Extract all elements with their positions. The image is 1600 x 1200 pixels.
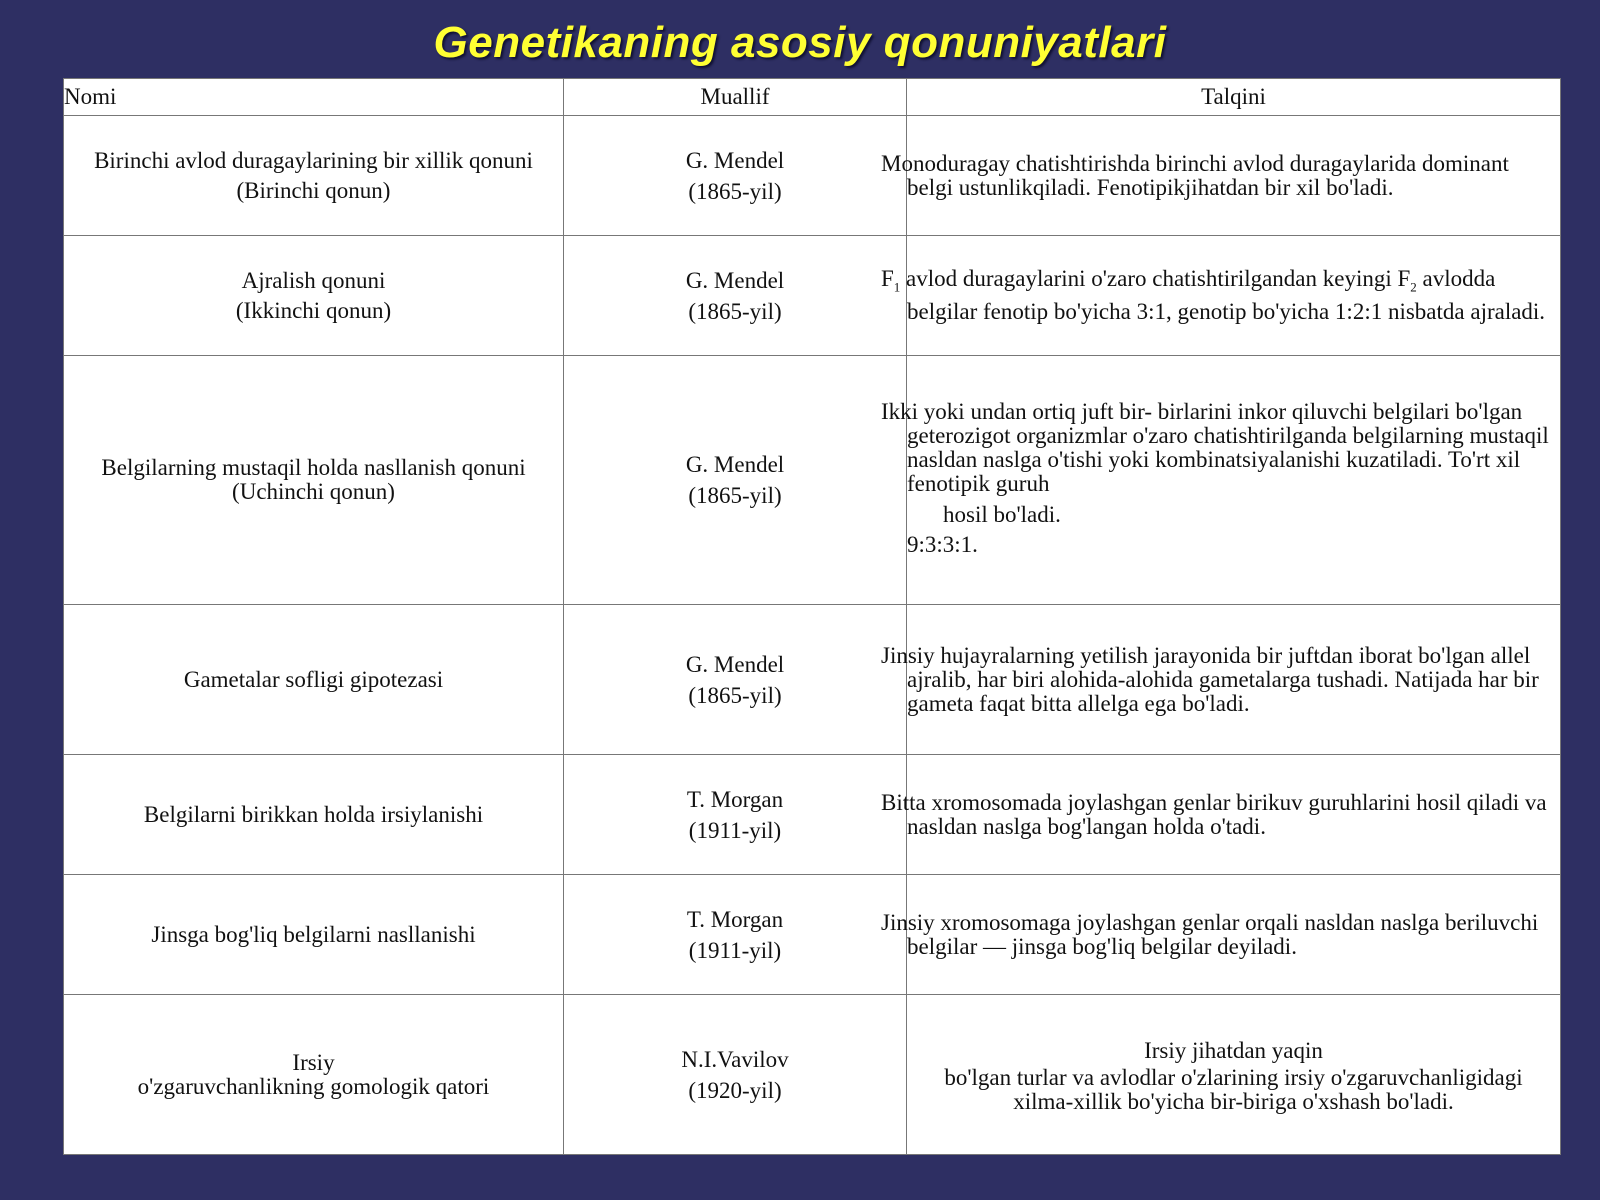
author-name: G. Mendel [685, 651, 785, 677]
table-row [64, 356, 1561, 605]
table-row [64, 116, 1561, 236]
interpretation-middle: avlod duragaylarini o'zaro chatishtirilgandan keyingi F [900, 266, 1411, 292]
interpretation-heading: Irsiy jihatdan yaqin [1144, 1037, 1323, 1063]
law-name-cell [64, 116, 564, 236]
author-name: G. Mendel [685, 147, 785, 173]
slide-title: Genetikaning asosiy qonuniyatlari [433, 18, 1167, 67]
interpretation-cell [881, 875, 1561, 995]
phenotype-ratio: 9:3:3:1. [907, 532, 978, 557]
interpretation-cell [881, 605, 1561, 755]
law-name-cell [64, 356, 564, 605]
law-name: Belgilarning mustaqil holda nasllanish qonuni [101, 455, 526, 480]
author-name: G. Mendel [685, 452, 785, 477]
interpretation-text: Bitta xromosomada joylashgan genlar birikuv guruhlarini hosil qiladi va nasldan naslga bog'langan holda o'tadi. [881, 789, 1547, 839]
f1-subscript: 1 [893, 279, 901, 295]
interpretation-cell [881, 116, 1561, 236]
table-row [64, 605, 1561, 755]
law-name: Belgilarni birikkan holda irsiylanishi [143, 801, 484, 827]
law-name-cell [64, 755, 564, 875]
interpretation-text: Jinsiy hujayralarning yetilish jarayonida bir juftdan iborat bo'lgan allel ajralib, har biri alohida-alohida gametalarga tushadi. Natijada har bir gameta faqat bitta allelga ega bo'ladi. [881, 642, 1539, 716]
f-letter: F [881, 266, 894, 292]
interpretation-continuation: hosil bo'ladi. [943, 502, 1061, 527]
author-cell [564, 755, 907, 875]
law-name: Ajralish qonuni [241, 267, 386, 293]
author-cell [564, 116, 907, 236]
header-interpretation: Talqini [907, 79, 1561, 116]
law-subtitle: (Ikkinchi qonun) [235, 297, 392, 323]
author-year: (1911-yil) [688, 817, 782, 843]
genetics-laws-table [63, 78, 1561, 1155]
table-row [64, 875, 1561, 995]
interpretation-cell [881, 236, 1561, 356]
author-cell [564, 875, 907, 995]
law-name: Birinchi avlod duragaylarining bir xillik qonuni [94, 147, 533, 173]
law-name: Jinsga bog'liq belgilarni nasllanishi [151, 921, 476, 947]
interpretation-end: avlodda belgilar fenotip bo'yicha 3:1, genotip bo'yicha 1:2:1 nisbatda ajraladi. [907, 266, 1546, 324]
interpretation-text: Monoduragay chatishtirishda birinchi avlod duragaylarida dominant belgi ustunlikqiladi. Fenotipikjihatdan bir xil bo'ladi. [881, 150, 1509, 200]
author-year: (1911-yil) [688, 937, 782, 963]
author-year: (1865-yil) [688, 178, 782, 204]
author-year: (1865-yil) [688, 298, 782, 324]
interpretation-cell [907, 995, 1561, 1155]
author-cell [564, 356, 907, 605]
table-row [64, 755, 1561, 875]
table-row [64, 995, 1561, 1155]
author-year: (1920-yil) [688, 1077, 782, 1103]
table-row [64, 236, 1561, 356]
header-author: Muallif [564, 79, 907, 116]
law-name-cell [64, 995, 564, 1155]
interpretation-cell [881, 356, 1561, 605]
law-subtitle: (Birinchi qonun) [236, 177, 391, 203]
author-cell [564, 236, 907, 356]
author-name: G. Mendel [685, 267, 785, 293]
table-header-row [64, 79, 1561, 116]
law-name-cell [64, 605, 564, 755]
author-cell [564, 605, 907, 755]
law-subtitle: (Uchinchi qonun) [232, 479, 395, 504]
law-name: Gametalar sofligi gipotezasi [183, 666, 444, 692]
law-name: Irsiy [292, 1049, 335, 1075]
interpretation-text: bo'lgan turlar va avlodlar o'zlarining irsiy o'zgaruvchanligidagi xilma-xillik bo'yicha bir-biriga o'xshash bo'ladi. [944, 1064, 1523, 1114]
f2-subscript: 2 [1410, 279, 1417, 295]
interpretation-cell [881, 755, 1561, 875]
law-name-cell [64, 875, 564, 995]
author-year: (1865-yil) [688, 483, 782, 508]
interpretation-text: Ikki yoki undan ortiq juft bir- birlarini inkor qiluvchi belgilari bo'lgan geterozigot organizmlar o'zaro chatishtirilganda belgilarning mustaqil nasldan naslga o'tishi yoki kombinatsiyalanishi kuzatiladi. To'rt xil fenotipik guruh [881, 399, 1549, 496]
author-cell [564, 995, 907, 1155]
header-name: Nomi [64, 79, 564, 116]
author-name: T. Morgan [686, 786, 784, 812]
interpretation-text: Jinsiy xromosomaga joylashgan genlar orqali nasldan naslga beriluvchi belgilar — jinsga bog'liq belgilar deyiladi. [881, 909, 1539, 959]
author-name: T. Morgan [686, 906, 784, 932]
law-name-cell [64, 236, 564, 356]
author-year: (1865-yil) [688, 682, 782, 708]
law-subtitle: o'zgaruvchanlikning gomologik qatori [137, 1073, 490, 1099]
author-name: N.I.Vavilov [681, 1046, 789, 1072]
interpretation-text [881, 266, 1560, 324]
